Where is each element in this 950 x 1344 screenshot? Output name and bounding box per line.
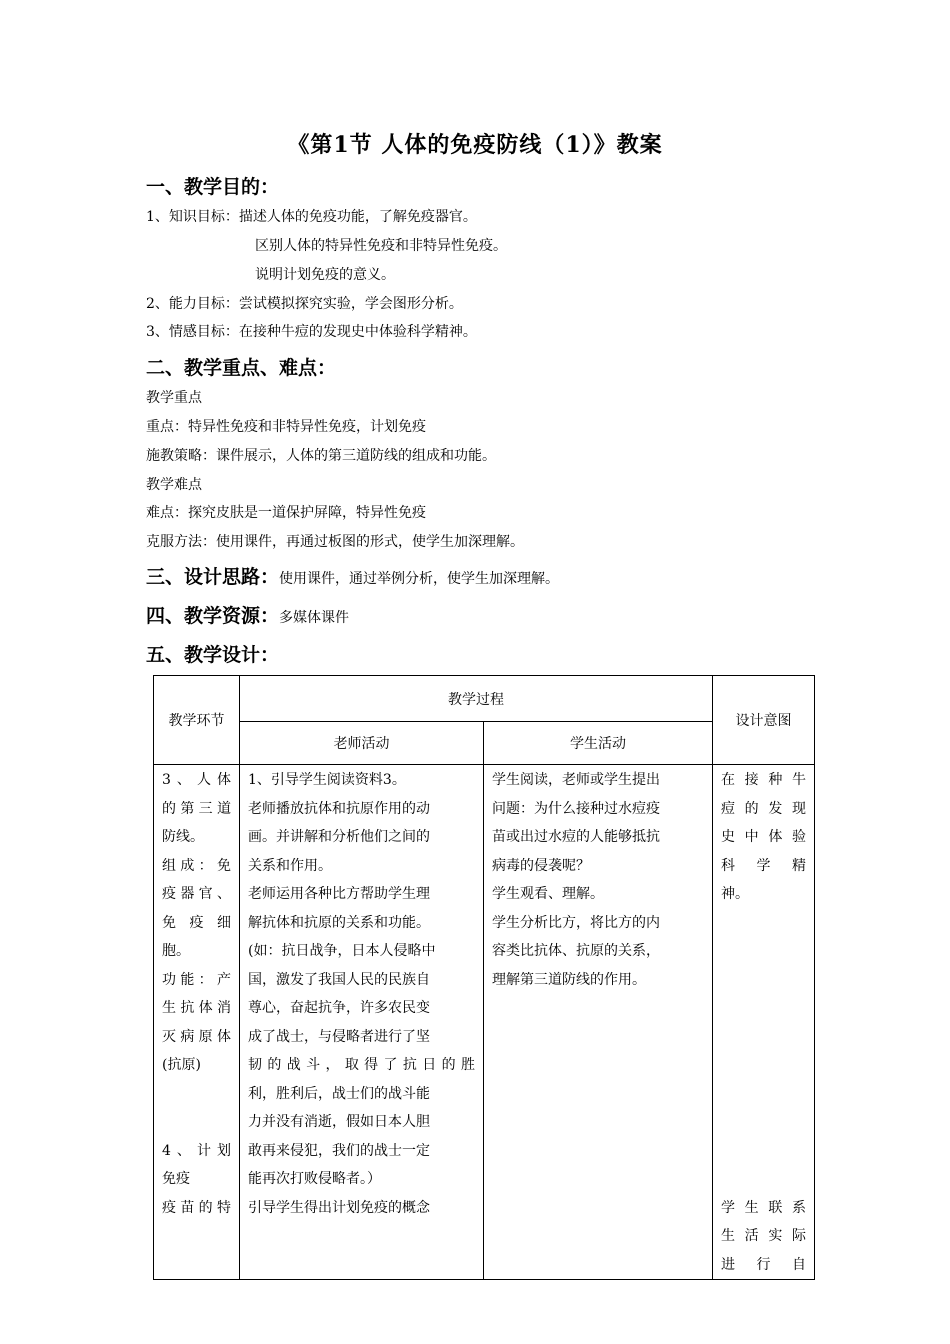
student-line: 问题：为什么接种过水痘疫 [492,800,660,817]
student-line: 病毒的侵袭呢？ [492,857,590,874]
teacher-line: 力并没有消逝，假如日本人胆 [248,1114,430,1130]
key-point-line: 施教策略：课件展示，人体的第三道防线的组成和功能。 [146,448,496,464]
stage-line: 免疫细 [162,914,231,931]
stage-line: 3、人体 [162,772,231,788]
intent-line: 生活实际 [721,1228,806,1244]
teacher-line: 成了战士，与侵略者进行了坚 [248,1028,430,1045]
key-point-line: 教学难点 [146,477,202,493]
intent-line: 神。 [721,886,749,902]
header-stage: 教学环节 [154,676,240,765]
stage-line: 组成：免 [162,857,231,874]
heading-key-points: 二、教学重点、难点： [146,357,337,379]
stage-line: 4、计划 [162,1142,231,1159]
stage-line: 的第三道 [162,800,231,817]
intent-cell [713,765,815,1280]
heading-objectives: 一、教学目的： [146,176,280,198]
teacher-line: 利，胜利后，战士们的战斗能 [248,1085,430,1102]
key-point-line: 重点：特异性免疫和非特异性免疫，计划免疫 [146,419,426,435]
stage-cell [154,765,240,1280]
resources-label: 四、教学资源： [146,605,280,627]
header-process: 教学过程 [240,676,713,722]
heading-resources [146,601,349,628]
resources-text: 多媒体课件 [279,610,350,626]
teacher-line: 关系和作用。 [248,857,332,874]
teacher-line: 画。并讲解和分析他们之间的 [248,829,430,845]
key-point-line: 教学重点 [146,390,202,406]
lesson-table [153,675,815,1280]
teacher-line: 解抗体和抗原的关系和功能。 [248,914,430,931]
teacher-line: 尊心，奋起抗争，许多农民变 [248,1000,430,1016]
intent-line: 痘的发现 [721,800,806,817]
objective-line: 1、知识目标：描述人体的免疫功能，了解免疫器官。 [146,209,477,225]
student-cell [484,765,713,1280]
teacher-line: 老师播放抗体和抗原作用的动 [248,800,430,817]
page-title: 《第1节 人体的免疫防线（1）》教案 [287,132,663,158]
intent-line: 在接种牛 [721,772,806,788]
design-idea-text: 使用课件，通过举例分析，使学生加深理解。 [279,571,560,587]
objective-line: 3、情感目标：在接种牛痘的发现史中体验科学精神。 [146,324,477,340]
student-line: 理解第三道防线的作用。 [492,971,646,988]
student-line: 苗或出过水痘的人能够抵抗 [492,829,660,845]
teacher-line: 老师运用各种比方帮助学生理 [248,886,430,902]
header-student: 学生活动 [484,722,713,765]
objective-line: 说明计划免疫的意义。 [255,267,395,283]
header-intent: 设计意图 [713,676,815,765]
header-teacher: 老师活动 [240,722,484,765]
stage-line: 免疫 [162,1171,190,1187]
student-line: 学生阅读，老师或学生提出 [492,772,660,788]
stage-line: (抗原) [162,1057,201,1073]
stage-line: 生抗体消 [162,1000,231,1016]
intent-line: 史中体验 [721,829,806,845]
objective-line: 2、能力目标：尝试模拟探究实验，学会图形分析。 [146,296,463,312]
teacher-line: 敢再来侵犯，我们的战士一定 [248,1142,430,1159]
heading-teaching-design: 五、教学设计： [146,644,280,666]
intent-line: 科学精 [721,857,806,874]
intent-line: 学生联系 [721,1199,806,1216]
stage-line: 疫苗的特 [162,1199,231,1216]
key-point-line: 难点：探究皮肤是一道保护屏障，特异性免疫 [146,505,426,521]
stage-line: 胞。 [162,943,190,959]
heading-design-idea [146,562,559,589]
student-line: 容类比抗体、抗原的关系， [492,943,660,959]
student-line: 学生分析比方，将比方的内 [492,914,660,931]
design-idea-label: 三、设计思路： [146,566,280,588]
stage-line: 灭病原体 [162,1028,231,1045]
objective-line: 区别人体的特异性免疫和非特异性免疫。 [255,238,507,254]
teacher-line: 韧的战斗，取得了抗日的胜 [248,1057,475,1073]
teacher-line: 国，激发了我国人民的民族自 [248,971,430,988]
student-line: 学生观看、理解。 [492,886,604,902]
stage-line: 疫器官、 [162,886,231,902]
teacher-line: (如：抗日战争，日本人侵略中 [248,943,436,959]
intent-line: 进行自 [721,1256,806,1273]
teacher-line: 1、引导学生阅读资料3。 [248,772,406,788]
stage-line: 功能：产 [162,971,231,988]
key-point-line: 克服方法：使用课件，再通过板图的形式，使学生加深理解。 [146,534,524,550]
teacher-line: 能再次打败侵略者。） [248,1171,381,1187]
teacher-cell [240,765,484,1280]
teacher-line: 引导学生得出计划免疫的概念 [248,1199,430,1216]
stage-line: 防线。 [162,829,204,845]
